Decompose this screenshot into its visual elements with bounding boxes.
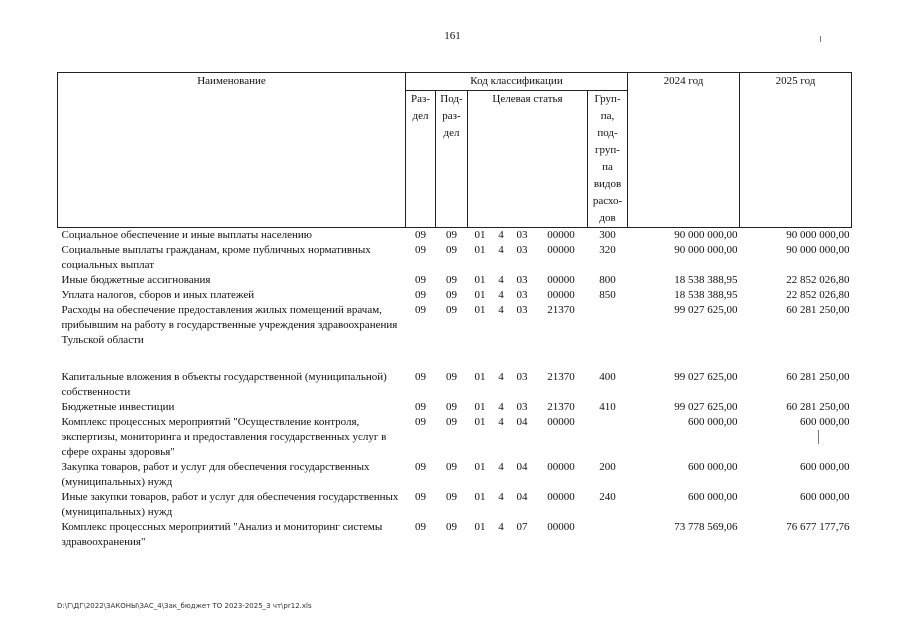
row-ts3: 03 xyxy=(516,274,528,286)
spacer-row xyxy=(58,348,852,370)
row-name: Расходы на обеспечение предоставления жилых помещений врачам, прибывшим на работу в государственные учреждения здравоохранения Тульской области xyxy=(61,304,398,346)
row-ts1: 01 xyxy=(474,229,486,241)
row-ts4: 00000 xyxy=(547,229,575,241)
table-row xyxy=(58,273,852,288)
header-section: Раз- дел xyxy=(406,91,436,228)
row-ts3: 04 xyxy=(516,491,528,503)
table-row xyxy=(58,490,852,520)
row-ts4: 00000 xyxy=(547,289,575,301)
row-ts1: 01 xyxy=(474,304,486,316)
row-ts2: 4 xyxy=(498,491,504,503)
row-podrazdel: 09 xyxy=(446,289,457,301)
row-name: Капитальные вложения в объекты государственной (муниципальной) собственности xyxy=(61,371,387,398)
row-razdel: 09 xyxy=(415,416,426,428)
row-2025: 76 677 177,76 xyxy=(786,521,850,533)
row-2025: 600 000,00 xyxy=(800,416,850,428)
row-razdel: 09 xyxy=(415,521,426,533)
row-podrazdel: 09 xyxy=(446,416,457,428)
row-podrazdel: 09 xyxy=(446,461,457,473)
row-ts3: 04 xyxy=(516,416,528,428)
header-target-article: Целевая статья xyxy=(468,91,588,228)
row-vid: 320 xyxy=(599,244,616,256)
table-row xyxy=(58,288,852,303)
row-ts3: 03 xyxy=(516,289,528,301)
header-classification-code: Код классификации xyxy=(406,73,628,91)
row-ts1: 01 xyxy=(474,521,486,533)
row-2024: 73 778 569,06 xyxy=(674,521,738,533)
table-row xyxy=(58,303,852,348)
row-ts1: 01 xyxy=(474,274,486,286)
row-ts1: 01 xyxy=(474,401,486,413)
row-2024: 18 538 388,95 xyxy=(674,274,738,286)
row-razdel: 09 xyxy=(415,274,426,286)
row-2025: 600 000,00 xyxy=(800,491,850,503)
row-ts2: 4 xyxy=(498,416,504,428)
header-subsection: Под- раз- дел xyxy=(436,91,468,228)
row-ts2: 4 xyxy=(498,274,504,286)
row-name: Социальное обеспечение и иные выплаты населению xyxy=(61,229,313,241)
row-name: Комплекс процессных мероприятий "Осуществление контроля, экспертизы, мониторинга и предоставления государственных услуг в сфере охраны здоровья" xyxy=(61,416,387,458)
row-ts3: 03 xyxy=(516,229,528,241)
row-ts2: 4 xyxy=(498,461,504,473)
table-row xyxy=(58,520,852,550)
row-razdel: 09 xyxy=(415,244,426,256)
budget-table xyxy=(57,72,852,550)
header-expense-group: Груп- па, под- груп- па видов расхо- дов xyxy=(588,91,628,228)
row-vid: 200 xyxy=(599,461,616,473)
row-ts2: 4 xyxy=(498,521,504,533)
table-row xyxy=(58,400,852,415)
row-podrazdel: 09 xyxy=(446,274,457,286)
row-name: Иные бюджетные ассигнования xyxy=(61,274,211,286)
row-razdel: 09 xyxy=(415,229,426,241)
row-ts1: 01 xyxy=(474,371,486,383)
table-row xyxy=(58,460,852,490)
row-2025: 60 281 250,00 xyxy=(786,401,850,413)
row-vid: 850 xyxy=(599,289,616,301)
row-ts2: 4 xyxy=(498,289,504,301)
row-name: Уплата налогов, сборов и иных платежей xyxy=(61,289,255,301)
header-year-2024: 2024 год xyxy=(628,73,740,228)
row-ts2: 4 xyxy=(498,401,504,413)
row-ts1: 01 xyxy=(474,461,486,473)
row-ts4: 21370 xyxy=(547,371,575,383)
row-name: Бюджетные инвестиции xyxy=(61,401,175,413)
row-ts4: 21370 xyxy=(547,401,575,413)
row-2024: 99 027 625,00 xyxy=(674,304,738,316)
row-2024: 90 000 000,00 xyxy=(674,244,738,256)
row-razdel: 09 xyxy=(415,461,426,473)
row-2025: 60 281 250,00 xyxy=(786,371,850,383)
row-ts2: 4 xyxy=(498,304,504,316)
row-ts2: 4 xyxy=(498,371,504,383)
row-2024: 600 000,00 xyxy=(688,491,738,503)
scan-artifact xyxy=(818,430,819,444)
row-ts4: 00000 xyxy=(547,491,575,503)
row-2024: 600 000,00 xyxy=(688,416,738,428)
scan-artifact xyxy=(820,36,821,42)
row-ts3: 03 xyxy=(516,304,528,316)
header-name: Наименование xyxy=(58,73,406,228)
row-name: Закупка товаров, работ и услуг для обеспечения государственных (муниципальных) нужд xyxy=(61,461,370,488)
row-ts1: 01 xyxy=(474,244,486,256)
row-vid: 400 xyxy=(599,371,616,383)
row-podrazdel: 09 xyxy=(446,401,457,413)
row-name: Комплекс процессных мероприятий "Анализ и мониторинг системы здравоохранения" xyxy=(61,521,383,548)
row-ts1: 01 xyxy=(474,491,486,503)
row-vid: 300 xyxy=(599,229,616,241)
row-podrazdel: 09 xyxy=(446,491,457,503)
row-podrazdel: 09 xyxy=(446,521,457,533)
row-ts4: 00000 xyxy=(547,416,575,428)
table-row xyxy=(58,370,852,400)
row-vid: 410 xyxy=(599,401,616,413)
row-ts4: 00000 xyxy=(547,461,575,473)
row-2024: 18 538 388,95 xyxy=(674,289,738,301)
row-ts3: 03 xyxy=(516,401,528,413)
row-2025: 600 000,00 xyxy=(800,461,850,473)
row-ts4: 00000 xyxy=(547,521,575,533)
row-vid xyxy=(588,303,628,348)
row-2025: 90 000 000,00 xyxy=(786,229,850,241)
row-2025: 22 852 026,80 xyxy=(786,289,850,301)
row-name: Социальные выплаты гражданам, кроме публичных нормативных социальных выплат xyxy=(61,244,371,271)
row-2025: 90 000 000,00 xyxy=(786,244,850,256)
row-podrazdel: 09 xyxy=(446,304,457,316)
page-number: 161 xyxy=(444,30,461,42)
row-ts2: 4 xyxy=(498,244,504,256)
row-2024: 600 000,00 xyxy=(688,461,738,473)
row-2024: 99 027 625,00 xyxy=(674,371,738,383)
row-ts3: 04 xyxy=(516,461,528,473)
row-name: Иные закупки товаров, работ и услуг для обеспечения государственных (муниципальных) нужд xyxy=(61,491,399,518)
table-row xyxy=(58,243,852,273)
row-ts3: 03 xyxy=(516,371,528,383)
row-ts4: 00000 xyxy=(547,274,575,286)
row-ts3: 07 xyxy=(516,521,528,533)
row-razdel: 09 xyxy=(415,289,426,301)
row-ts3: 03 xyxy=(516,244,528,256)
row-2025: 22 852 026,80 xyxy=(786,274,850,286)
row-razdel: 09 xyxy=(415,371,426,383)
row-vid: 800 xyxy=(599,274,616,286)
row-razdel: 09 xyxy=(415,304,426,316)
row-ts2: 4 xyxy=(498,229,504,241)
row-podrazdel: 09 xyxy=(446,229,457,241)
table-row xyxy=(58,228,852,244)
row-ts4: 00000 xyxy=(547,244,575,256)
header-year-2025: 2025 год xyxy=(740,73,852,228)
row-2025: 60 281 250,00 xyxy=(786,304,850,316)
table-row xyxy=(58,415,852,460)
row-ts4: 21370 xyxy=(547,304,575,316)
row-razdel: 09 xyxy=(415,401,426,413)
row-2024: 90 000 000,00 xyxy=(674,229,738,241)
row-ts1: 01 xyxy=(474,416,486,428)
file-path-footer: D:\Г\ДГ\2022\ЗАКОНЫ\ЗАС_4\Зак_бюджет ТО 2023-2025_3 чт\pr12.xls xyxy=(57,602,312,610)
row-vid xyxy=(588,415,628,460)
row-podrazdel: 09 xyxy=(446,371,457,383)
row-podrazdel: 09 xyxy=(446,244,457,256)
row-vid: 240 xyxy=(599,491,616,503)
row-2024: 99 027 625,00 xyxy=(674,401,738,413)
row-vid xyxy=(588,520,628,550)
row-razdel: 09 xyxy=(415,491,426,503)
row-ts1: 01 xyxy=(474,289,486,301)
